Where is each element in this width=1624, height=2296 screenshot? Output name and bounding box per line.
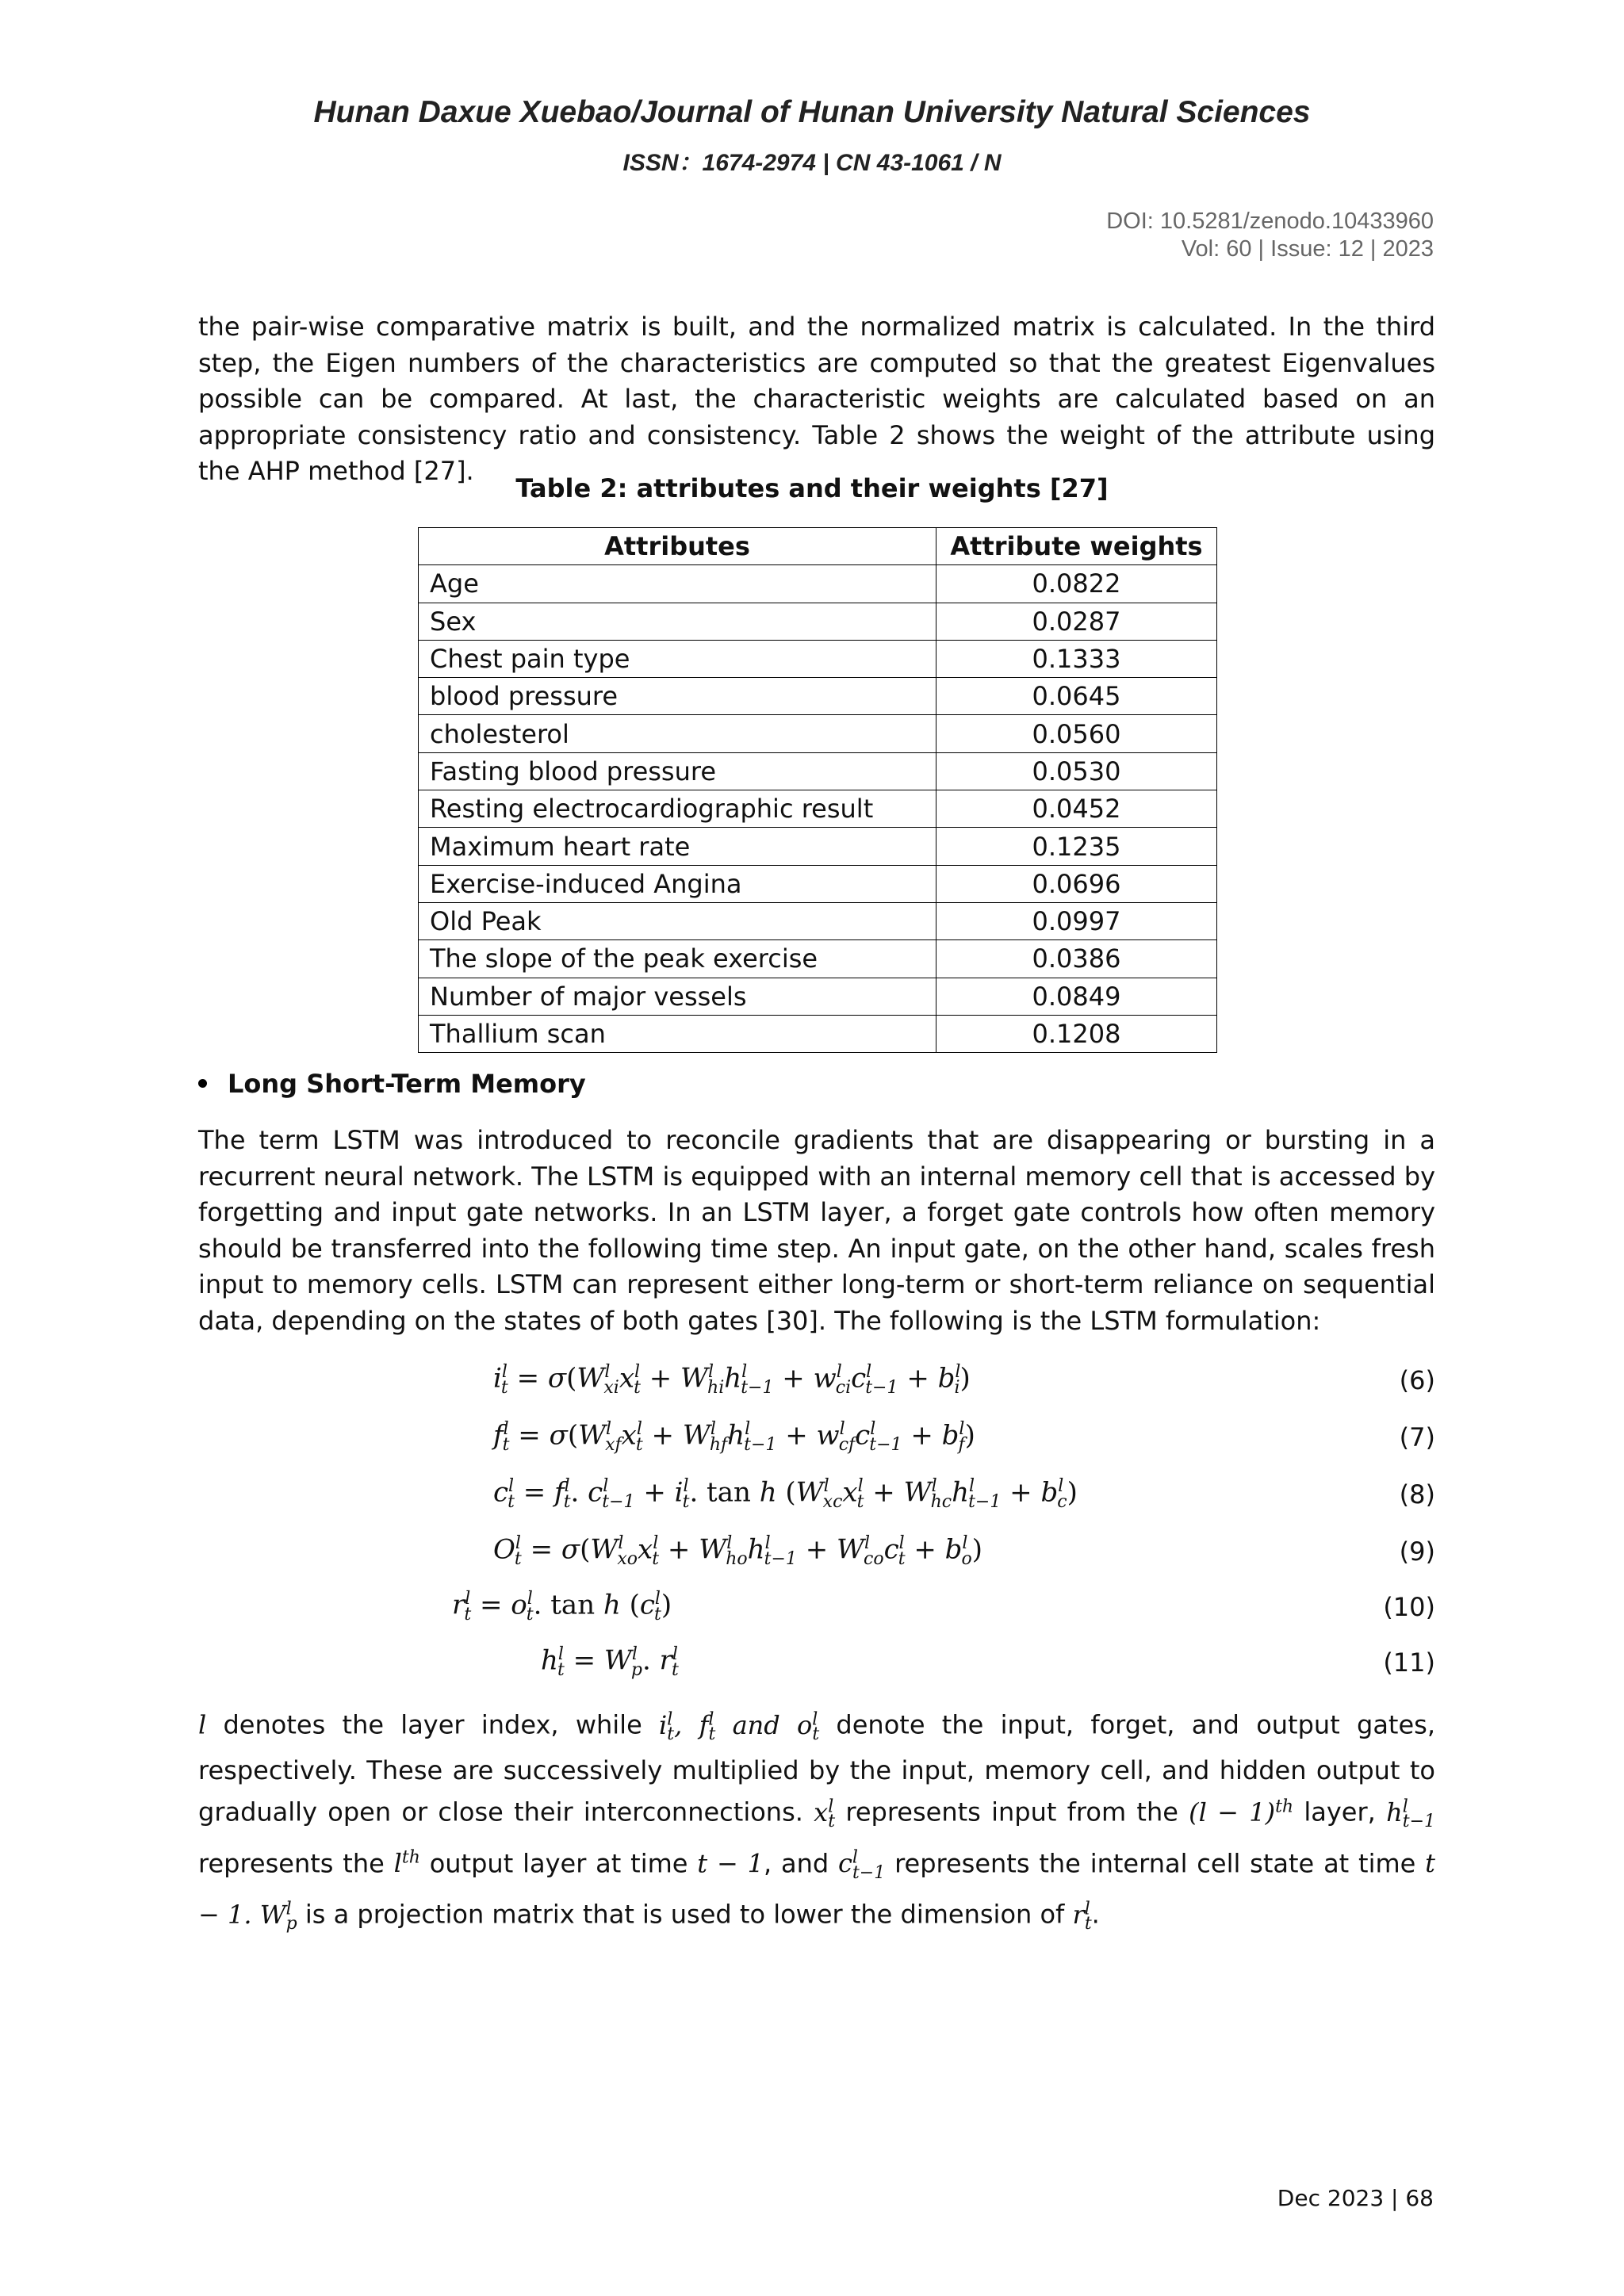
attribute-name: Number of major vessels (419, 978, 936, 1015)
attribute-name: Maximum heart rate (419, 828, 936, 865)
issn-line: ISSN：1674-2974 | CN 43-1061 / N (622, 150, 1002, 176)
equation-number: (8) (1399, 1479, 1435, 1510)
attribute-name: Thallium scan (419, 1015, 936, 1052)
attribute-weight: 0.0560 (936, 715, 1217, 752)
attribute-name: blood pressure (419, 678, 936, 715)
table-row (419, 978, 1217, 1015)
attribute-weight: 0.0696 (936, 865, 1217, 902)
attribute-name: Chest pain type (419, 640, 936, 677)
table-row (419, 678, 1217, 715)
volume-issue: Vol: 60 | Issue: 12 | 2023 (1181, 236, 1434, 262)
attribute-weight: 0.0849 (936, 978, 1217, 1015)
equation-output-gate: $O^l_t = \sigma(W^l_{xo}x^l_t + W^l_{ho}h^l_{t-1} + W^l_{co}c^l_t + b^l_o)$ (493, 1533, 982, 1570)
attribute-weight: 0.1208 (936, 1015, 1217, 1052)
attribute-name: Sex (419, 603, 936, 640)
attribute-name: Old Peak (419, 902, 936, 939)
equation-input-gate: $i^l_t = \sigma(W^l_{xi}x^l_t + W^l_{hi}h^l_{t-1} + w^l_{ci}c^l_{t-1} + b^l_i)$ (493, 1362, 971, 1399)
journal-title: Hunan Daxue Xuebao/Journal of Hunan University Natural Sciences (313, 95, 1311, 129)
equation-number: (9) (1399, 1536, 1435, 1567)
attribute-name: Resting electrocardiographic result (419, 790, 936, 828)
lstm-paragraph: The term LSTM was introduced to reconcile gradients that are disappearing or bursting in a recurrent neural network. The LSTM is equipped with an internal memory cell that is accessed by forgetting and input gate networks. In an LSTM layer, a forget gate controls how often memory should be transferred into the following time step. An input gate, on the other hand, scales fresh input to memory cells. LSTM can represent either long-term or short-term reliance on sequential data, depending on the states of both gates [30]. The following is the LSTM formulation: (198, 1125, 1435, 1336)
table-row (419, 940, 1217, 978)
attribute-name: cholesterol (419, 715, 936, 752)
table-row (419, 715, 1217, 752)
attribute-name: Age (419, 565, 936, 603)
equation-forget-gate: $f^l_t = \sigma(W^l_{xf}x^l_t + W^l_{hf}h^l_{t-1} + w^l_{cf}c^l_{t-1} + b^l_f)$ (493, 1419, 975, 1456)
attribute-weight: 0.0645 (936, 678, 1217, 715)
equation-number: (10) (1383, 1592, 1435, 1622)
table-row (419, 902, 1217, 939)
table-row (419, 565, 1217, 603)
attribute-name: The slope of the peak exercise (419, 940, 936, 978)
table-row (419, 603, 1217, 640)
page-footer: Dec 2023 | 68 (1277, 2185, 1434, 2211)
attribute-weight: 0.1235 (936, 828, 1217, 865)
section-heading: Long Short-Term Memory (198, 1069, 586, 1099)
attribute-weight: 0.0452 (936, 790, 1217, 828)
table-caption: Table 2: attributes and their weights [27] (515, 473, 1109, 503)
equation-number: (11) (1383, 1647, 1435, 1678)
attribute-name: Fasting blood pressure (419, 752, 936, 790)
table-row (419, 828, 1217, 865)
column-header: Attribute weights (936, 528, 1217, 565)
table-row (419, 752, 1217, 790)
attribute-weight: 0.0997 (936, 902, 1217, 939)
equation-r: $r^l_t = o^l_t$. tan h $(c^l_t)$ (452, 1589, 672, 1625)
attribute-weight: 0.0822 (936, 565, 1217, 603)
attribute-name: Exercise-induced Angina (419, 865, 936, 902)
table-row (419, 640, 1217, 677)
bullet-icon (198, 1079, 207, 1088)
attribute-weight: 0.0287 (936, 603, 1217, 640)
equation-h: $h^l_t = W^l_p$. $r^l_t$ (541, 1644, 679, 1681)
intro-paragraph: the pair-wise comparative matrix is built, and the normalized matrix is calculated. In the third step, the Eigen numbers of the characteristics are computed so that the greatest Eigenvalues possible can be compared. At last, the characteristic weights are calculated based on an appropriate consistency ratio and consistency. Table 2 shows the weight of the attribute using the AHP method [27]. (198, 312, 1435, 486)
attribute-weight: 0.1333 (936, 640, 1217, 677)
explanation-paragraph: l denotes the layer index, while $i^l_t$, $f^l_t$ and $o^l_t$ denote the input, forget, and output gates, respectively. These are successively multiplied by the input, memory cell, and hidden output to gradually open or close their interconnections. $x^l_t$ represents input from the $(l - 1)^{th}$ layer, $h^l_{t-1}$ represents the $l^{th}$ output layer at time t − 1, and $c^l_{t-1}$ represents the internal cell state at time t − 1. $W^l_p$ is a projection matrix that is used to lower the dimension of $r^l_t$. (198, 1709, 1436, 1934)
doi: DOI: 10.5281/zenodo.10433960 (1106, 209, 1434, 234)
attributes-table (418, 527, 1217, 1053)
equation-cell-state: $c^l_t = f^l_t$. $c^l_{t-1} + i^l_t$. tan h $(W^l_{xc}x^l_t + W^l_{hc}h^l_{t-1} + b^l_c)$ (493, 1476, 1078, 1513)
attribute-weight: 0.0530 (936, 752, 1217, 790)
table-row (419, 865, 1217, 902)
column-header: Attributes (419, 528, 936, 565)
equation-number: (7) (1399, 1422, 1435, 1452)
table-row (419, 790, 1217, 828)
attribute-weight: 0.0386 (936, 940, 1217, 978)
table-row (419, 1015, 1217, 1052)
equation-number: (6) (1399, 1365, 1435, 1395)
